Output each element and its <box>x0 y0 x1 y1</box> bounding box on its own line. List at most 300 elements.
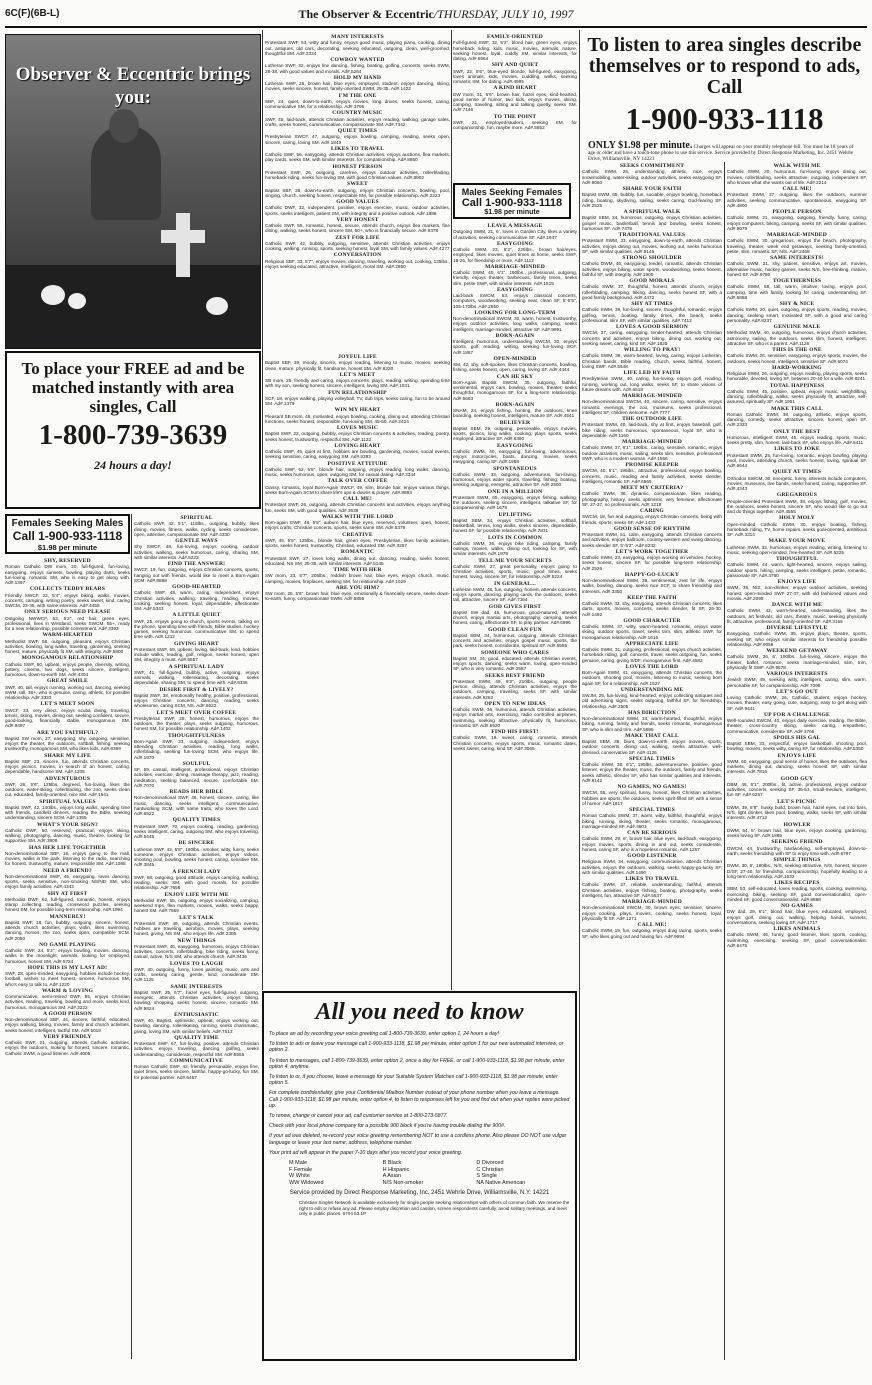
ad-text: SWF, 28, open-minded, easygoing, hobbies include hockey, football, wishes to meet honest, sincere, humorous SM, who's easy to talk to. Ad#.1220 <box>5 971 130 987</box>
ad-text: Lutheran SWF, 25, brown hair, blue eyes, employed, student, enjoys dancing, skiing, movies, seeks sincere, honest, family-oriented SWM, 25-35. Ad#.1422 <box>265 81 450 92</box>
ad-text: SCF, 18, enjoys walking, playing volleyball, TV, dub trips, seeks caring, fun to be around SM. Ad#.1379 <box>265 395 450 406</box>
ad-heading: LET'S WORK TOGETHER <box>615 548 689 555</box>
ad-text: DWM, 54, 6', brown hair, blue eyes, enjoys cooking, gardening, seeks loving SF. Ad#.1885 <box>727 827 867 838</box>
ad-text: Catholic SWM, 21, easygoing, outgoing, friendly, funny, caring, enjoys computers, biking, camping, seeks SF, with similar qualities. Ad#.9079 <box>727 215 867 231</box>
ad-heading: KEEP THE FAITH <box>627 594 677 601</box>
ad-text: Catholic SWM, 37, 6'1", 190lbs., caring, sensitive, romantic, enjoys outdoor activities, music, sailing, seeks slim, sensitive, professional SWF, who is a modern woman. Ad#.1556 <box>582 445 722 461</box>
ad-text: SWF, 45, 5'5", 125lbs., blonde hair, green eyes, Presbyterian, likes family activities, sports, seeks honest, trustworthy, Christian, educated SM. Ad#.3257 <box>265 537 450 548</box>
ad-heading: GOOD CHARACTER <box>623 617 681 624</box>
ad-text: Baptist SBM, 34, humorous, outgoing, enjoys Christian activities, gospel music, basketball, tennis and bowling, seeks honest, humorous SF. Ad#.7478 <box>582 215 722 231</box>
ad-heading: LOOKING FOR LONG-TERM <box>474 309 556 316</box>
ad-text: SWF, 21, employed/student, seeking SM, for companionship, fun, maybe more. Ad#.5852 <box>453 119 577 130</box>
masthead <box>5 4 867 28</box>
ad-heading: ENJOY LIFE WITH ME <box>164 891 229 898</box>
ad-heading: LOVES TO LAUGH <box>170 960 223 967</box>
place-ad-text: To place your FREE ad and be matched instantly with area singles, Call <box>21 359 245 416</box>
females-seeking-males-bar <box>5 514 130 554</box>
ad-heading: HOLD MY HAND <box>333 74 382 81</box>
ad-text: Catholic SWM, 40, 6'1", 190lbs., professional, outgoing, friendly, enjoys theater, barbecues, family times, seeks slim, petite SWF, with similar interests. Ad#.1515 <box>453 270 577 286</box>
ad-heading: LEAVE A MESSAGE <box>487 223 543 229</box>
ad-text: Non-denominational SWM, 39, sentimental, zest for life, enjoys walks, bowling, dancing, seeks nice SCF, to share friendship and interests. Ad#.3350 <box>582 578 722 594</box>
ad-text: Baptist SBF, 39, moody, sincere, enjoys reading, listening to music, movies, seeking clean, mature, physically fit, handsome, honest SM. Ad#.6220 <box>265 360 450 371</box>
ad-heading: HOLY MOLY <box>779 515 815 522</box>
ad-heading: CREATIVE <box>342 531 373 538</box>
ad-heading: DESIRE FIRST & LIVELY? <box>159 686 234 693</box>
info-print-ad: Your print ad will appear in the paper 7-10 days after you record your voice greeting. <box>269 1149 463 1156</box>
ad-text: Jewish SWM, 49, seeking witty, intelligent, caring, slim, warm, personable SF, for companionship. Ad#.7098 <box>727 677 867 688</box>
column-rule <box>131 514 132 1359</box>
ad-text: Catholic SWM, 32, shy, easygoing, attends Christian concerts, likes darts, sports, movies, concerts, seeks slender, fit SF, 26-30. Ad#.1492 <box>582 601 722 617</box>
ad-text: SWF, 26, 5'6", 125lbs, degreed, fun-loving, likes the outdoors, water-skiing, rollerblading, the zoo, seeks clean cut, educated, family-oriented, nice SM. Ad#.1541 <box>5 781 130 798</box>
all-you-need-heading: All you need to know <box>315 999 524 1025</box>
place-ad-phone[interactable]: 1-800-739-3639 <box>38 419 228 451</box>
ad-text: Protestant SWF, 70, enjoys cooking, reading, gardening, seeks intelligent, caring, outgoing SM, who enjoys traveling. Ad#.5445 <box>134 823 259 839</box>
ad-text: SWF, 25, enjoys going to church, sports events, talking on the phone, spending time with friends, Bible studies, hockey games, seeking humorous, communicative SM, to spend time with. Ad#.1212 <box>134 618 259 640</box>
ad-heading: ADVENTUROUS <box>44 775 91 782</box>
ad-heading: GOOD SENSE OF RHYTHM <box>613 525 691 532</box>
ad-text: Catholic SWM, 23, easygoing, enjoys working on vehicles, hockey, seeks honest, sincere SF, for possible long-term relationship. Ad#.2526 <box>582 555 722 571</box>
column-rule <box>262 30 263 990</box>
ad-text: DW dad, 29, 6'1", blond hair, blue eyes, educated, employed, enjoys golf, dining out, walking, helping hands, sunsets, conversations, seeking loving SF. Ad#.1717 <box>727 909 867 925</box>
ad-text: Protestant SWM, 37, outgoing, likes the outdoors, summer activities, seeking communicative, spontaneous, easygoing SF. Ad#.4800 <box>727 192 867 208</box>
column-3a <box>453 33 577 181</box>
ad-heading: VERY HONEST <box>336 216 379 223</box>
info-listen-messages: To listen to messages, call 1-800-739-3639, enter option 2, once a day for FREE, or call 1-900-933-1118, $1.98 per minute, enter option 4, anytime. <box>269 1057 565 1070</box>
ad-text: SM, 42, shy, soft-spoken, likes Christian concerts, bowling, fishing, seeks honest, open, caring, loving SF. Ad#.4444 <box>453 362 577 373</box>
ad-text: DBM, 48, 6'1", 200lbs., fit, active, professional, enjoys outdoor activities, concerts, seeking SF, 35-53, small-medium, intelligent, fun SF. Ad#.6257 <box>727 781 867 798</box>
ad-heading: QUIET AT TIMES <box>772 469 822 476</box>
ad-heading: POSITIVE ATTITUDE <box>327 460 388 467</box>
ad-text: SF, 59, casual, intelligent, professional, enjoys Christian activities, exercise, dining, massage therapy, jazz, reading, meditation, seeking balanced, secure, comfortable SM. Ad#.7070 <box>134 767 259 788</box>
ad-heading: FIND THE ANSWER! <box>167 561 226 567</box>
info-phone-company: Check with your local phone company for a possible 900 block if you're having trouble dialing the 900#. <box>269 1123 506 1130</box>
promo-photo <box>5 34 261 349</box>
ad-text: Catholic DWF, 32, independent, positive, enjoys exercise, music, outdoor activities, sports, seeks intelligent, patient SM, with integrity and a positive outlook. Ad#.1888 <box>265 205 450 216</box>
ad-text: Catholic SWM, 42, warm-hearted, understanding, likes the outdoors, art festivals, old cars, theatre, music, seeking physically fit, attractive, professional, family-oriented SF. Ad#.3156 <box>727 608 867 624</box>
ad-text: Protestant SWF, 53, witty and funny, enjoys good music, playing piano, cooking, dining out, antiques, old cars, decorating, seeking educated, outgoing, clean, well-groomed, thoughtful SM. Ad#.3334 <box>265 40 450 56</box>
ad-heading: CAN HE SKY <box>496 373 534 380</box>
ad-heading: VARIOUS INTERESTS <box>766 671 828 677</box>
ad-text: Lutheran SWF, 32, enjoys line dancing, fishing, boating, golfing, concerts, seeks SWM, 28-38, with good values and morals. Ad#.5264 <box>265 63 450 74</box>
all-you-need-box <box>262 991 577 1361</box>
ad-text: Baptist SBF, 23, sincere, fun, attends Christian concerts, enjoys picnics, movies, in search of an honest, caring, dependable, handsome SM. Ad#.1205 <box>5 758 130 775</box>
ad-heading: SIMPLE THINGS <box>773 857 821 863</box>
ad-heading: THOUGHTFULNESS <box>168 732 225 739</box>
ad-text: Non-denominational SBF, 19, enjoys going to the mall, movies, walks in the park, listening to the radio, searching for honest, trustworthy, mature, responsible SM. Ad#.1088 <box>5 850 130 867</box>
ad-text: DWCM, 44, trustworthy, hardworking, self-employed, down-to-earth, seeks friendship with SF to enjoy time with. Ad#.6797 <box>727 845 867 856</box>
ad-text: Catholic SWF, 42, 5'1", 118lbs., outgoing, bubbly, likes dining, movies, fitness, walks, cycling, seeks considerate, open, attentive, compassionate SM. Ad#.4330 <box>134 521 259 537</box>
ad-heading: COWBOY WANTED <box>330 57 385 63</box>
ad-heading: MARRIAGE-MINDED <box>485 263 545 270</box>
ad-heading: MAKE THIS CALL <box>771 405 823 412</box>
ad-text: DWM, 30, 6', 180lbs., N/S, seeking attractive, N/S, honest, sincere D/SF, 27-40, for friendship, companionship, hopefully leading to a long-term relationship. Ad#.1632 <box>727 863 867 879</box>
cross-icon <box>176 213 190 277</box>
ad-text: Easygoing, Catholic SWM, 35, enjoys plays, theatre, sports, seeking SF, who enjoys similar interests for friendship possible relationship. Ad#.9056 <box>727 631 867 647</box>
ad-heading: THE OUTDOOR LIFE <box>622 416 682 422</box>
ad-heading: TALK OVER COFFEE <box>327 478 388 485</box>
ad-text: SB mom, 25, friendly and caring, enjoys concerts, plays, reading, writing, spending time with my son, seeking honest, sincere, intelligent, loving SM. Ad#.1031 <box>265 378 450 389</box>
info-matches: To listen to or, if you choose, leave a message for your Suitable System Matches call 1-900-933-1118, $1.98 per minute, enter option 5. <box>269 1074 558 1087</box>
column-1b <box>134 514 259 1357</box>
column-4 <box>582 162 722 1357</box>
ad-heading: A LITTLE QUIET <box>172 612 221 619</box>
ad-text: Loving Catholic SWM, 26, Catholic, student, enjoys hockey, movies, theater, easy going, cute, outgoing, easy to get along with SF. Ad#.9441 <box>727 695 867 711</box>
ad-text: Protestant SWF, 59, upbeat, loving, laid-back, kind, hobbies include walks, reading, golf, religion, seeks honest, open SM, integrity a must. Ad#.5557 <box>134 646 259 663</box>
ad-heading: HONEST PERSON <box>332 163 383 170</box>
ad-text: Catholic SWM, 19, fun, outgoing, enjoys drag racing, sports, seeks SF, who likes going out and having fun. Ad#.9694 <box>582 928 722 939</box>
page-code: 6C(F)(6B-L) <box>5 8 60 19</box>
ad-text: Catholic SWM, 27, reliable, understanding, faithful, attends Christian activities, enjoys fishing, boating, photography, seeks intelligent, fun, attractive SF. Ad#.5537 <box>582 882 722 898</box>
msf-phone[interactable]: Call 1-900-933-1118 <box>461 197 563 209</box>
ad-text: Catholic SWF, 24, 5'2", enjoys bowling, movies, dancing, walks in the moonlight, animals, looking for employed, humorous, honest SM. Ad#.5724 <box>5 948 130 964</box>
ad-text: Non-denominational SWF, 46, honest, sincere, caring, like music, dancing, seeks intelligent, communicative, hardworking SCM, with same traits, who loves the Lord. Ad#.6522 <box>134 795 259 816</box>
ad-text: Humorous, intelligent SWM, 45, enjoys reading, sports, music, seeks pretty, slim, honest, laid-back SF, who enjoys life. Ad#.5411 <box>727 434 867 445</box>
ad-text: Protestant SWF, 27, loves long walks, dining out, dancing, reading, seeks honest, educated, NS SM, 25-35, with similar interests. Ad#.5145 <box>265 555 450 566</box>
ad-heading: GOOD-HEARTED <box>172 584 221 590</box>
code-item: A Asian <box>382 1173 402 1180</box>
ad-heading: COLLECTS TEDDY BEARS <box>29 586 106 593</box>
ad-heading: LIFE LED BY FAITH <box>623 370 681 376</box>
ad-heading: DANCE WITH ME <box>771 602 823 608</box>
ad-text: Roman Catholic DW mom, 20, full-figured, fun-loving, easygoing, enjoys sunsets, bowling, playing darts, seeks fun-loving, romantic SM, who is easy to get along with. Ad#.1397 <box>5 564 130 585</box>
ad-heading: ENJOYS LIFE <box>777 579 817 585</box>
ad-heading: BORN-AGAIN <box>495 401 535 408</box>
ad-text: Protestant SWM, 49, 6'3", 210lbs., outgoing, people person, dining, attends Christian activities, enjoys the outdoors, camping, traveling, seeks SF, with similar interests. Ad#.6262 <box>453 678 577 700</box>
ad-heading: OPEN-MINDED <box>493 355 537 362</box>
ad-text: SWCF, 33, very direct, enjoys scuba diving, traveling, tennis, skiing, movies, dining out, seeking confident, secure, good-looking, financially stable, monogamous SM. Ad#.9497 <box>5 707 130 729</box>
code-item: D Divorced <box>476 1160 504 1167</box>
ad-heading: ENTHUSIASTIC <box>174 1011 219 1018</box>
ad-text: Catholic SWM, 26, sensitive, easygoing, enjoys sports, movies, the outdoors, seeks honest, intelligent, sensitive SF. Ad#.6074 <box>727 353 867 364</box>
ad-heading: GOOD VALUES <box>336 199 379 205</box>
ad-heading: LOVES A GOOD SERMON <box>615 324 689 330</box>
ad-heading: WARM & LOVING <box>41 987 94 994</box>
ad-heading: CONVERSATION <box>333 252 382 259</box>
ad-text: Catholic SWM, 44, warm, light-hearted, sincere, enjoys sailing, outdoor sports, hiking, camping, seeks intelligent, petite, romantic, passionate SF. Ad#.3760 <box>727 562 867 578</box>
ad-heading: SHY AT TIMES <box>631 301 673 307</box>
fsm-phone[interactable]: Call 1-900-933-1118 <box>12 529 123 543</box>
ad-heading: HAPPY-GO-LUCKY <box>624 571 680 578</box>
ad-heading: SPIRITUAL VALUES <box>39 798 96 805</box>
flower-icon <box>68 293 86 309</box>
ad-text: Roman Catholic SWM, 38, outgoing, athletic, enjoys sports, dancing, comedy, seeks attractive, sincere, honest, open SF. Ad#.2333 <box>727 411 867 428</box>
males-seeking-females-bar <box>453 183 571 219</box>
ad-text: Friendly SWCF, 22, 5'4", enjoys biking, walks, movies, concerts, camping, writing poetry, seeks sweet, kind, caring SWCM, 23-35, with same interests. Ad#.4455 <box>5 592 130 608</box>
ad-heading: APPRECIATE LIFE <box>625 640 679 647</box>
ad-text: Outgoing SWM, 21, 6', loves in Garden City, likes a variety of activities, seeking communicative SF. Ad#.1947 <box>453 229 577 240</box>
ad-heading: THIS IS THE ONE <box>772 347 822 353</box>
flower-icon <box>206 297 228 315</box>
ad-heading: SHY AT FIRST <box>47 890 88 897</box>
ad-heading: QUIET TIMES <box>337 128 378 134</box>
ad-text: Religious SWM, 26, outgoing, enjoys reading, playing sports, seeks honorable, devoted, loving SF, between 20-40 for a wife. Ad#.9241 <box>727 371 867 382</box>
ad-heading: GOOD MORALS <box>629 278 675 284</box>
ad-heading: ENJOYS LIFE <box>777 752 817 759</box>
ad-heading: WILLING TO PRAY! <box>623 347 681 353</box>
ad-text: DW mom, 31, 5'6", brown hair, hazel eyes, kind-hearted, good sense of humor, two kids, enjoys movies, skiing, camping, traveling, sitting and talking quietly, seeks SM. Ad#.7146 <box>453 91 577 113</box>
ad-text: SWF, 40, tall, enjoys running, working out, dancing, seeking SWM, tall, 38+, who is genuine, caring, athletic, for possible relationship. Ad#.3333 <box>5 684 130 700</box>
ad-text: Baptist SBM, 34, humorous, outgoing, attends Christian concerts and activities, enjoys gospel music, sports, the park, seeks honest, considerate, spiritual SF. Ad#.5555 <box>453 632 577 649</box>
abbreviation-codes <box>289 1160 570 1186</box>
ad-text: Catholic SWF, 52, 5'5", blonde hair, outgoing, enjoys reading, long walks, dancing, music, seeks humorous, open, outgoing SM, for casual dating. Ad#.3344 <box>265 466 450 477</box>
ad-heading: A KIND HEART <box>493 85 537 92</box>
listen-box <box>582 33 867 162</box>
ad-text: Catholic SWM, 45, positive, upbeat, enjoys music, weightlifting, dancing, rollerblading, walks, seeks physically fit, attractive, self-assured, spiritually SF. Ad#.1951 <box>727 388 867 405</box>
ad-text: Protestant SWF, 49, outgoing, attends Christian events, hobbies are traveling, aerobics, movies, plays, seeking honest, giving, NS SM, who enjoys life. Ad#.2305 <box>134 920 259 937</box>
ad-text: Catholic SWM, 31, outgoing, professional, enjoys church activities, horseback riding, golf, concerts, travel, seeks outgoing, fun, seeks genuine, caring, giving S/DF, monogamous first. Ad#.4582 <box>582 647 722 663</box>
ad-heading: LOVES THE LORD <box>625 663 679 670</box>
info-place-ad: To place an ad by recording your voice greeting call 1-800-739-3639, enter option 1, 24 hours a day! <box>269 1031 499 1037</box>
msf-price: $1.98 per minute <box>484 209 540 216</box>
ad-heading: LET'S TALK <box>179 914 214 921</box>
ad-text: Intelligent, humorous, understanding SWCM, 30, enjoys sports, golf, reading, writing, seeking fun-loving SCF. Ad#.1867 <box>453 339 577 355</box>
ad-heading: SPIRITUAL <box>180 515 213 521</box>
ad-text: SWJM, 25, fun-loving, kind-hearted, enjoys collecting antiques and old advertising signs, seeks outgoing, faithful SF, for friendship, relationship. Ad#.2505 <box>582 693 722 709</box>
ad-heading: GOOD CLEAN FUN <box>488 626 542 633</box>
ad-heading: SAME INTERESTS! <box>770 255 824 261</box>
ad-heading: MANY INTERESTS <box>331 34 384 40</box>
ad-text: Protestant SWM, 25, fun-loving, romantic, enjoys bowling, playing pool, movies, attending church, seeks honest, loving, spiritual SF. Ad#.6644 <box>727 452 867 468</box>
ad-heading: A SPIRITUAL LADY <box>168 663 225 670</box>
ad-heading: WALK WITH ME <box>773 163 821 169</box>
ad-text: Shy SWCF, 48, fun-loving, enjoys cooking, outdoor activities, walking, seeks humorous, caring, sharing SM, with similar interests. Ad#.5223 <box>134 544 259 560</box>
ad-text: Non-denominational SWCM, 40, sincere, caring, sensitive, enjoys romantic evenings, the zoo, museums, seeks professional, intelligent SF, children welcome. Ad#.7777 <box>582 399 722 415</box>
cross-bar-shape <box>161 230 205 243</box>
ad-heading: ONE IN A MILLION <box>487 488 543 495</box>
ad-heading: PEOPLE PERSON <box>772 209 822 215</box>
ad-text: Full-figured SWF, 32, 5'2", blond hair, green eyes, enjoys horseback riding, kids, music, movies, animals, nature, seeking honest, loyal, cuddly SM, similar interests, for dating. Ad#.5564 <box>453 40 577 61</box>
ad-text: People-oriented Protestant SWM, 38, enjoys fishing, golf, movies, the outdoors, seeks honest, sincere SF, who would like to go out and do things together. Ad#.4555 <box>727 498 867 514</box>
ad-heading: WALKS WITH THE LORD <box>321 513 394 520</box>
ad-text: SW mom, 25, 5'6", brown hair, blue eyes, emotionally & financially secure, seeks down-to-earth, funny, compassionate SWM. Ad#.5855 <box>265 591 450 602</box>
ad-text: Born-again DWF, 48, 5'5", auburn hair, blue eyes, reserved, volunteer, open, honest, enjoys crafts, Christian concerts, sports, seeks same SM. Ad#.5379 <box>265 520 450 531</box>
ad-heading: SOMEONE WHO CARES <box>481 649 549 656</box>
ad-heading: TO THE POINT <box>493 113 537 120</box>
ad-heading: HAS DIRECTION <box>628 709 676 716</box>
ad-heading: COUNTRY MUSIC <box>332 110 383 117</box>
ad-heading: GOOD LISTENER <box>627 853 677 859</box>
promo-headline: Observer & Eccentric brings you: <box>15 64 251 108</box>
ad-text: Communicative, semi-retired DWF, 55, enjoys Christian activities, reading, traveling, bowling and more, seeks kind, humorous, monogamous SM. Ad#.3222 <box>5 994 130 1010</box>
ad-heading: MAKE YOUR MOVE <box>768 538 826 545</box>
ad-heading: SEEKS BEST FRIEND <box>485 672 545 679</box>
ad-heading: GENUINE MALE <box>773 324 821 330</box>
ad-heading: MARRIAGE-MINDED <box>767 232 827 238</box>
ad-heading: TOTAL HAPPINESS <box>769 382 825 389</box>
listen-phone[interactable]: 1-900-933-1118 <box>625 101 824 136</box>
ad-text: Orthodox SWCM, 30, energetic, funny, interests include computers, movies, museums, live bands, seeks honest, caring, supportive SF. Ad#.4343 <box>727 475 867 491</box>
ad-heading: UPLIFTING <box>498 511 532 518</box>
ad-heading: TIME WITH HER <box>333 567 382 573</box>
ad-heading: WHAT'S YOUR SIGN? <box>37 821 98 828</box>
ad-heading: SAME INTERESTS <box>170 983 223 990</box>
ad-text: SWF, 40, Baptist, optimistic, upbeat, enjoys working out, bowling, dancing, rollerskating, running, seeks charismatic, giving, loving SM, with similar beliefs. Ad#.7513 <box>134 1018 259 1034</box>
ad-text: Open-minded Catholic SWM, 30, enjoys boating, fishing, horseback riding, TV, home repairs, seeks goal-oriented, ambitious SF. Ad#.3314 <box>727 521 867 537</box>
ad-text: Pleasant SB mom, 49, motivated, enjoys bowling, cooking, dining out, attending Christian functions, seeks honest, responsible, fun-loving SM, 45-50. Ad#.2424 <box>265 413 450 424</box>
ad-heading: JOYFUL LIFE <box>338 354 377 360</box>
ad-heading: HAS HER LIFE TOGETHER <box>29 844 106 851</box>
ad-text: Baptist SWF, 18, fun, bubbly, outgoing, sincere, honest, attends church activities, plays violin, likes swimming, dancing, horses, the zoo, seeks open, compatible SCM. Ad#.2050 <box>5 919 130 941</box>
ad-heading: NO GAME PLAYING <box>39 941 96 948</box>
fsm-price: $1.98 per minute <box>37 543 98 552</box>
ad-heading: MANNERLY! <box>49 913 86 920</box>
ad-heading: SPOILS HIS GAL <box>773 734 821 741</box>
place-ad-box <box>5 351 261 509</box>
ad-text: SWCM, 37, caring, easygoing, tender-hearted, attends Christian concerts and activities, enjoys biking, dining out, working out, seeking sweet, caring, kind SF. Ad#.1825 <box>582 330 722 346</box>
ad-heading: GREGARIOUS <box>776 492 818 499</box>
ad-text: Baptist SBM, 38, blunt, down-to-earth, enjoys movies, sports, outdoor concerts, dining out, walking, seeks attractive, well-dressed, conservative SF. Ad#.4126 <box>582 739 722 755</box>
ad-text: SWCM, 55, very spiritual, funny, honest, likes Christian activities, hobbies are sports, the outdoors, seeks spirit-filled SF, with a sense of humor. Ad#.1817 <box>582 790 722 806</box>
ad-text: Catholic DWM, 46, easygoing, tender, romantic, attends Christian activities, enjoys biking, water sports, woodworking, seeks honest, faithful SF, with integrity. Ad#.1900 <box>582 261 722 277</box>
ad-heading: WARM-HEARTED <box>42 632 93 639</box>
ad-text: Religious SBF, 33, 5'7", enjoys movies, dancing, traveling, working out, cooking, 135lbs., enjoys seeking educated, attractive, intelligent, moral SM. Ad#.2850 <box>265 258 450 269</box>
ad-text: Catholic SWM, 36, enjoys bike riding, camping, family outings, movies, walks, dining out, looking for SF, with similar interests. Ad#.1979 <box>453 540 577 557</box>
code-item: C Christian <box>476 1166 504 1173</box>
ad-text: Non-denominational SWCM, 30, warm, honest, trustworthy, enjoys outdoor activities, long walks, camping, seeks intelligent, marriage-minded, attractive SF. Ad#.9991 <box>453 316 577 332</box>
code-item: W White <box>289 1173 310 1180</box>
ad-text: Catholic SWM, 30, gregarious, enjoys the beach, photography, traveling, theater, week end getaways, seeking family-oriented, petite, slim, romantic SF, N/S. Ad#.2468 <box>727 238 867 254</box>
ad-heading: NEW THINGS <box>177 937 216 944</box>
ad-text: SWCM, 18, fun and outgoing, enjoys Christian concerts, being with friends, sports, seeks SF. Ad#.1433 <box>582 514 722 525</box>
code-item: B Black <box>382 1160 402 1167</box>
column-2b <box>265 353 450 989</box>
info-listen-ads: To listen to ads or leave your message call 1-900-933-1118, $1.98 per minute, enter option 1 for our new automated interview, or option 2. <box>269 1041 564 1054</box>
ad-text: Outgoing NWWCF, 53, 5'2", red hair, green eyes, professional, lives in Westland, seeks SWCM, 55+, ready for a new relationship, possible commitment. Ad#.3393 <box>5 615 130 631</box>
ad-heading: CALL ME! <box>342 496 373 502</box>
column-1a <box>5 557 130 1357</box>
ad-text: Catholic SWF, 48, warm, caring, independent, enjoys Christian activities, walking, traveling, reading, movies, cooking, seeking honest, loyal, dependable, affectionate SM. Ad#.5343 <box>134 590 259 611</box>
ad-text: Born-Again SWF, 23, outgoing, independent, enjoys attending Christian activities, reading, long walks, rollerblading, seeking fun-loving SCM, who enjoys life. Ad#.1970 <box>134 738 259 760</box>
ad-heading: A SPIRITUAL WALK <box>623 209 681 215</box>
ad-heading: CARING <box>640 508 664 514</box>
ad-text: Catholic SWM, 46, funny, good listener, likes sports, cooking, swimming, exercising, seeking SF, good conversationalist. Ad#.6475 <box>727 932 867 948</box>
ad-text: SWF, 22, 5'6", blue-eyed blonde, full-figured, easygoing, loves animals, kids, movies, cuddling, walks, seeking romantic SM, for dating. Ad#.4985 <box>453 68 577 84</box>
ad-text: Methodist SWM, 40, outgoing, humorous, enjoys church activities, astronomy, sailing, the outdoors, seeks slim, honest, intelligent, attractive SF, who is a parent. Ad#.1126 <box>727 330 867 346</box>
ad-heading: SHARE MY LIFE <box>44 752 91 759</box>
ad-text: Lutheran SWM, 32, humorous, enjoys reading, writing, listening to music, seeking open-minded, free-hearted SF. Ad#.5225 <box>727 544 867 555</box>
column-rule <box>579 30 580 1360</box>
ad-heading: LOVING HEART <box>334 442 381 449</box>
ad-text: SWM, 35, N/S, non-drinker, enjoys outdoor activities, seeking honest, open-minded SWF 27-37, with old fashioned values and morals. Ad#.2098 <box>727 585 867 601</box>
ad-heading: SWEET <box>347 181 368 188</box>
issue-date: THURSDAY, JULY 10, 1997 <box>437 7 574 21</box>
ad-heading: SHARE YOUR FAITH <box>622 186 682 192</box>
column-rule <box>451 30 452 990</box>
ad-text: Catholic SWM, 25, understanding, athletic, nice, enjoys snowmobiling, water-skiing, outdoor activities, seeks easygoing SF. Ad#.9060 <box>582 169 722 185</box>
ad-heading: QUALITY TIME <box>174 1034 219 1041</box>
ad-heading: SEEKS COMMITMENT <box>619 163 685 169</box>
code-item: H Hispanic <box>382 1166 410 1173</box>
ad-heading: EASYGOING <box>497 442 533 449</box>
ad-text: SBM, 53, self-educated, loves reading, sports, cooking, swimming, exercising, biking, seeking SF, good conversationalist, open-minded SF, good conversationalist. Ad#.8888 <box>727 886 867 902</box>
ad-heading: TOGETHERNESS <box>772 278 822 284</box>
ad-text: SNAM, 24, enjoys fishing, hunting, the outdoors, knee boarding, seeking honest, intelligent, mature SF. Ad#.4541 <box>453 408 577 419</box>
ad-text: SWCF, 19, fun, outgoing, enjoys Christian concerts, sports, hanging out with friends, would like to meet a Born-Again SCM. Ad#.8888 <box>134 567 259 583</box>
paper-name: The Observer & Eccentric <box>298 7 434 21</box>
ad-heading: NEED A FRIEND? <box>43 867 92 874</box>
ad-heading: DIVERSE LIFESTYLE <box>766 625 828 631</box>
ad-heading: SEEKING FRIEND <box>771 839 823 846</box>
listen-terms <box>588 140 861 162</box>
ad-text: Catholic SWM, 40, easygoing, fun-loving, adventurous, enjoys motorcycles, boats, dancing, movies, seeks easygoing, caring SF. Ad#.1958 <box>453 448 577 465</box>
ad-text: Non-denominational SWCM, 30, brown eyes, sensitive, sincere, enjoys cooking, plays, movies, cooking, seeks honest, loyal, physically fit SF. Ad#.1271 <box>582 905 722 921</box>
ad-heading: LET'S GO OUT <box>776 688 818 695</box>
photo-head-shape <box>109 109 139 143</box>
ad-heading: HARD-WORKING <box>772 364 822 371</box>
ad-heading: BE SINCERE <box>178 840 215 847</box>
ad-text: Methodist DWF, 62, full-figured, romantic, honest, enjoys stamp collecting, reading, crossword puzzles, seeking honest SM, for possible long-term relationship. Ad#.1994 <box>5 896 130 913</box>
ad-text: Catholic SWM, 33, outgoing, adventurous, fun-loving, humorous, enjoys water sports, traveling, fishing, boating, seeking outgoing, energetic, attractive SF. Ad#.2500 <box>453 471 577 488</box>
ad-heading: LET'S MEET <box>339 371 376 378</box>
info-confidentiality: For complete confidentiality, give your Confidential Mailbox Number instead of your phone number when you leave a message. Call 1-900-933-1118, $1.98 per minute, enter option 4, to listen to responses left for you and find out when your replies were picked up. <box>269 1090 570 1109</box>
ad-text: SWF, 45, laid-back, attends Christian activities, enjoys reading, walking, garage sales, crafts, seeks honest, communicative, compassionate SM. Ad#.7342 <box>265 116 450 127</box>
code-item: WW Widowed <box>289 1179 324 1186</box>
ad-heading: TRADITIONAL VALUES <box>618 232 686 238</box>
ad-text: Baptist SW mom, 27, easygoing, shy, outgoing, sensitive, enjoys the theater, the outdoors, softball, fishing, seeking trustworthy, monogamous SM, who likes kids. Ad#.8369 <box>5 735 130 752</box>
ad-text: Catholic SWM, 68, tall, warm, intuitive, loving, enjoys pool, camping, time with family, looking for caring, understanding SF. Ad#.5858 <box>727 284 867 300</box>
ad-text: Baptist SWF, 38, emotionally healthy, positive, professional, enjoys Christian concerts, dancing, reading, seeks wholesome, caring SCM, NS. Ad#.6622 <box>134 692 259 709</box>
ad-text: Catholic SWF, 56, easygoing, attends Christian activities, enjoys auctions, flea markets, play cards, seeks SM, with similar interests, for companionship. Ad#.8850 <box>265 152 450 163</box>
ad-text: Catholic SWM, 38, warm-hearted, loving, caring, enjoys Lutheran, Christian bands, Bible reading, church, seeks faithful, honest, loving SWF. Ad#.5648 <box>582 353 722 369</box>
ad-text: Protestant SWF, 46, easygoing, humorous, enjoys Christian activities, concerts, rollerblading, bike riding, seeks funny, casual, active, N/S SM, who attends church. Ad#.3436 <box>134 943 259 960</box>
ad-text: Baptist SWF, 42, 140lbs., enjoys long walks, spending time with friends, candlelit dinners, reading the Bible, seeking understanding, sincere SCM. Ad#.1355 <box>5 804 130 821</box>
ad-text: Baptist SWM, 65, bubbly, fun, sociable, enjoys bowling, horseback riding, boating, skydiving, sailing, seeks caring, God-fearing SF. Ad#.2525 <box>582 192 722 208</box>
ad-heading: GREAT SMILE <box>46 678 88 685</box>
ad-heading: ARE YOU HIM? <box>335 584 380 591</box>
ad-text: Catholic SWM, 38, dynamic, compassionate, likes reading, photography, history, seeks optimistic, very feminine, affectionate SF, 27-37, no professionals. Ad#.1218 <box>582 491 722 507</box>
ad-text: Catholic SWM, 37, witty, warm-hearted, romantic, enjoys water skiing, outdoor sports, travel, seeks trim, slim, athletic SWF, for monogamous relationship. Ad#.1616 <box>582 624 722 640</box>
ad-text: Protestant SWF, 26, outgoing, attends Christian concerts and activities, enjoys anything fun, seeks SM, with good qualities. Ad#.3639 <box>265 502 450 513</box>
ad-text: Catholic SWM, 18, sweet, caring, romantic, attends Christian concerts, enjoys sports, music, romantic dates, seeks sweet, caring, kind SF. Ad#.3065 <box>453 735 577 751</box>
ad-text: Catholic SWM, 21, shy, patient, sensitive, enjoys art, movies, alternative music, hockey games, seeks N/S, free-thinking, mature, honest SF. Ad#.9780 <box>727 261 867 277</box>
ad-heading: EASYGOING <box>497 240 533 247</box>
info-renew: To renew, change or cancel your ad, call customer service at 1-800-273-5877. <box>269 1113 448 1120</box>
ad-text: Catholic SWM, 37, thoughtful, honest, attends church, enjoys rollerblading, camping, biking, dancing, seeks honest SF, with a good family background. Ad#.4472 <box>582 284 722 300</box>
ad-heading: TELL ME YOUR SECRETS <box>478 557 552 564</box>
ad-text: Religious SWM, 34, easygoing, communicative, attends Christian activities, enjoys the outdoors, walking, seeks happy-go-lucky SF, with similar qualities. Ad#.1490 <box>582 859 722 875</box>
ad-text: Protestant SWF, 67, fun-loving, positive, attends Christian activities, enjoys traveling, dancing, golfing, seeks understanding, considerate, respectful SM. Ad#.5555 <box>134 1041 259 1057</box>
listen-heading: To listen to area singles describe themselves or to respond to ads, Call <box>587 34 862 98</box>
ad-heading: CALL ME! <box>637 922 667 928</box>
ad-heading: LIKES ANIMALS <box>773 926 821 932</box>
ad-heading: HOWLER <box>783 821 811 828</box>
paper-title: The Observer & Eccentric/THURSDAY, JULY 10, 1997 <box>298 7 574 21</box>
ad-text: Catholic SWM, 23, 6'2", 225lbs., brown hair/eyes, employed, likes movies, quiet times at home, seeks SWF, 18-26, for friendship or more. Ad#.1112 <box>453 247 577 263</box>
ad-text: Methodist SWF, 58, outgoing, pleasant, enjoys Christian activities, bowling, long walks, traveling, gardening, seeking honest, mature, physically fit SM, with integrity. Ad#.5800 <box>5 638 130 654</box>
ad-text: Lutheran SWF, 42, 5'8", 180lbs., smoker, witty, funny, seeks someone, enjoys Christian activities, enjoys videos, shooting pool, bowling, seeks honest, caring, sensitive SM. Ad#.3845 <box>134 846 259 868</box>
ad-heading: PROMISE KEEPER <box>625 462 679 468</box>
ad-heading: SPECIAL TIMES <box>629 807 675 813</box>
ad-heading: LOVES MUSIC <box>336 425 379 431</box>
ad-text: Catholic SWF, 42, bubbly, outgoing, sensitive, attends Christian activities, enjoys cooking, walking, running, sports, seeking honest, loyal SM, with family values. Ad#.4277 <box>265 240 450 251</box>
ad-text: Protestant SWM, 51, calm, easygoing, attends Christian concerts and activities, enjoys ballroom, country-western and swing dancing, seeks slender SF, 5'-5'2". Ad#.6232 <box>582 532 722 548</box>
ad-heading: LET'S MEET OVER COFFEE <box>156 709 237 716</box>
ad-text: Non-denominational SWF, 45, easygoing, loves dancing, sports, seeks sensitive, non-smoking NS/ND SM, who enjoys family activities. Ad#.4343 <box>5 873 130 890</box>
ad-text: Baptist SBM, 29, outgoing, personable, enjoys movies, sports, picnics, long walks, cooking, plays sports, seeks employed, attractive SF. Ad#.6390 <box>453 425 577 442</box>
ad-heading: LIKES TO JOKE <box>774 446 820 453</box>
ad-text: Catholic SWF, 45, quiet at first, hobbies are bowling, gardening, movies, social events, seeking sensitive, caring, easygoing SM. Ad#.9393 <box>265 449 450 460</box>
ad-text: Catholic SWM, 20, quiet, outgoing, enjoys sports, reading, movies, dancing, seeking smart, motivated SF, with a good and caring personality. Ad#.8237 <box>727 307 867 323</box>
column-3b <box>453 222 577 989</box>
ad-heading: NO GAMES <box>781 903 813 909</box>
ad-text: Methodist SWF, 55, outgoing, enjoys socializing, camping, weekend trips, flea markets, movies, walks, seeks happy, honest SM. Ad#.7669 <box>134 897 259 914</box>
listen-terms-text: Charges will appear on your monthly telephone bill. You must be 18 years of age or older and have a touch-tone phone to use this service. Service provided by Direct Response Marketing, Inc. 2451 Wehrle Drive, Williamsville, NY 14221 <box>588 144 854 162</box>
code-item: M Male <box>289 1160 308 1167</box>
ad-text: Born-Again Baptist SWCM, 35, outgoing, faithful, sentimental, enjoys cars, bowling, movies, theater, seeks thoughtful, monogamous SF, for a long-term relationship. Ad#.6683 <box>453 379 577 401</box>
ad-heading: BELIEVER <box>499 419 531 426</box>
ad-heading: I'M THE ONE <box>338 92 377 99</box>
code-item: S Single <box>476 1173 497 1180</box>
